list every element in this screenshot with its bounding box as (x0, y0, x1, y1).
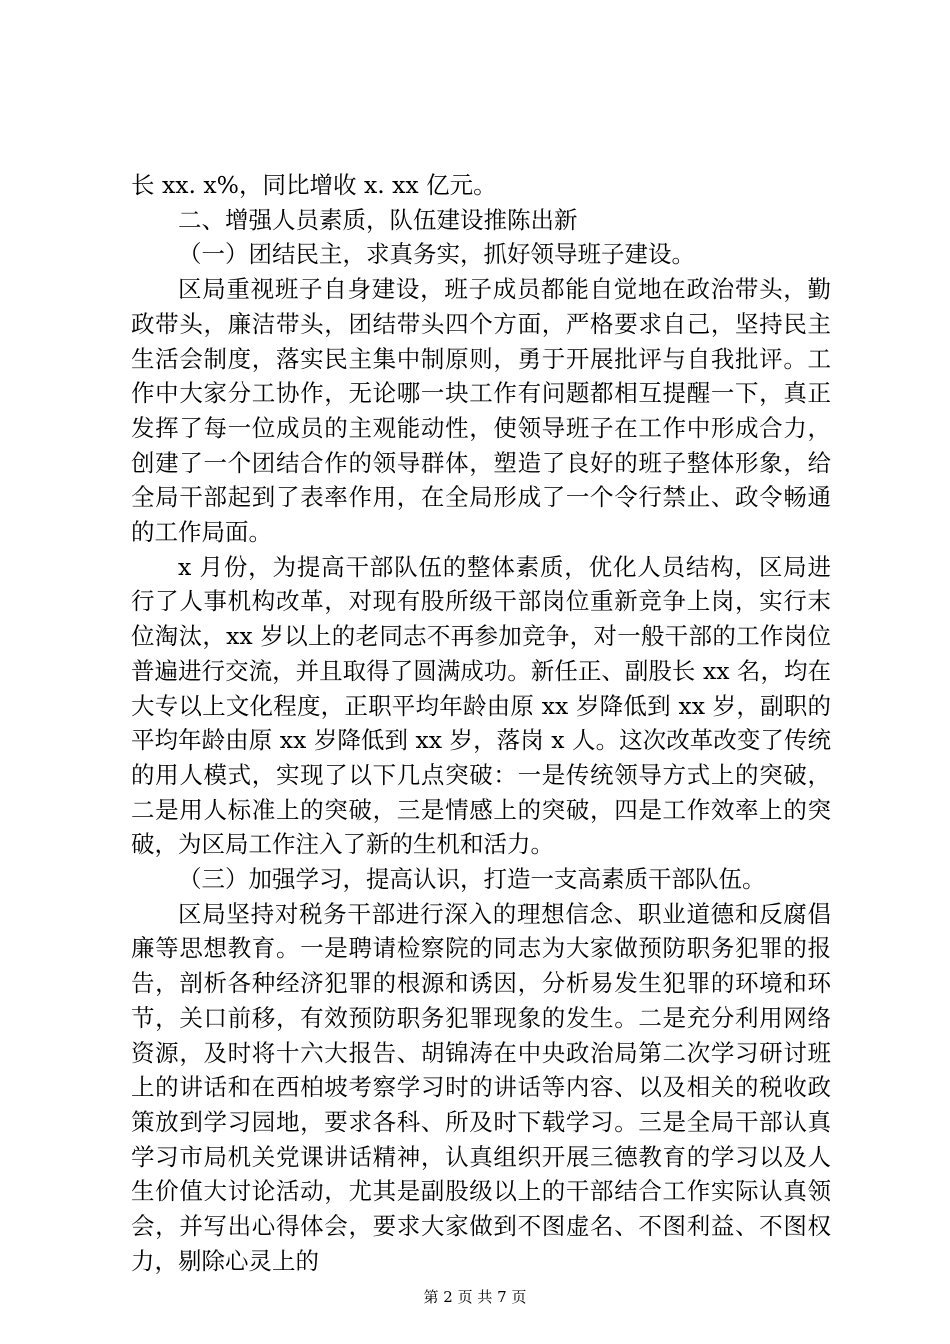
subsection-heading-3: （三）加强学习，提高认识，打造一支高素质干部队伍。 (178, 865, 766, 894)
section-heading-2: 二、增强人员素质，队伍建设推陈出新 (178, 205, 578, 234)
paragraph-continuation: 长 xx. x%，同比增收 x. xx 亿元。 (131, 171, 497, 199)
document-body (131, 168, 831, 1279)
paragraph-leadership: 区局重视班子自身建设，班子成员都能自觉地在政治带头，勤政带头，廉洁带头，团结带头四个方面，严格要求自己，坚持民主生活会制度，落实民主集中制原则，勇于开展批评与自我批评。工作中大家分工协作，无论哪一块工作有问题都相互提醒一下，真正发挥了每一位成员的主观能动性，使领导班子在工作中形成合力，创建了一个团结合作的领导群体，塑造了良好的班子整体形象，给全局干部起到了表率作用，在全局形成了一个令行禁止、政令畅通的工作局面。 (131, 275, 831, 547)
paragraph-reform: x 月份，为提高干部队伍的整体素质，优化人员结构，区局进行了人事机构改革，对现有股所级干部岗位重新竞争上岗，实行末位淘汰，xx 岁以上的老同志不再参加竞争，对一般干部的工作岗位普遍进行交流，并且取得了圆满成功。新任正、副股长 xx 名，均在大专以上文化程度，正职平均年龄由原 xx 岁降低到 xx 岁，副职的平均年龄由原 xx 岁降低到 xx 岁，落岗 x 人。这次改革改变了传统的用人模式，实现了以下几点突破：一是传统领导方式上的突破，二是用人标准上的突破，三是情感上的突破，四是工作效率上的突破，为区局工作注入了新的生机和活力。 (131, 552, 831, 859)
subsection-heading-1: （一）团结民主，求真务实，抓好领导班子建设。 (178, 240, 695, 269)
page-footer: 第 2 页 共 7 页 (423, 1288, 527, 1306)
paragraph-education: 区局坚持对税务干部进行深入的理想信念、职业道德和反腐倡廉等思想教育。一是聘请检察院的同志为大家做预防职务犯罪的报告，剖析各种经济犯罪的根源和诱因，分析易发生犯罪的环境和环节，关口前移，有效预防职务犯罪现象的发生。二是充分利用网络资源，及时将十六大报告、胡锦涛在中央政治局第二次学习研讨班上的讲话和在西柏坡考察学习时的讲话等内容、以及相关的税收政策放到学习园地，要求各科、所及时下载学习。三是全局干部认真学习市局机关党课讲话精神，认真组织开展三德教育的学习以及人生价值大讨论活动，尤其是副股级以上的干部结合工作实际认真领会，并写出心得体会，要求大家做到不图虚名、不图利益、不图权力，剔除心灵上的 (131, 899, 831, 1275)
